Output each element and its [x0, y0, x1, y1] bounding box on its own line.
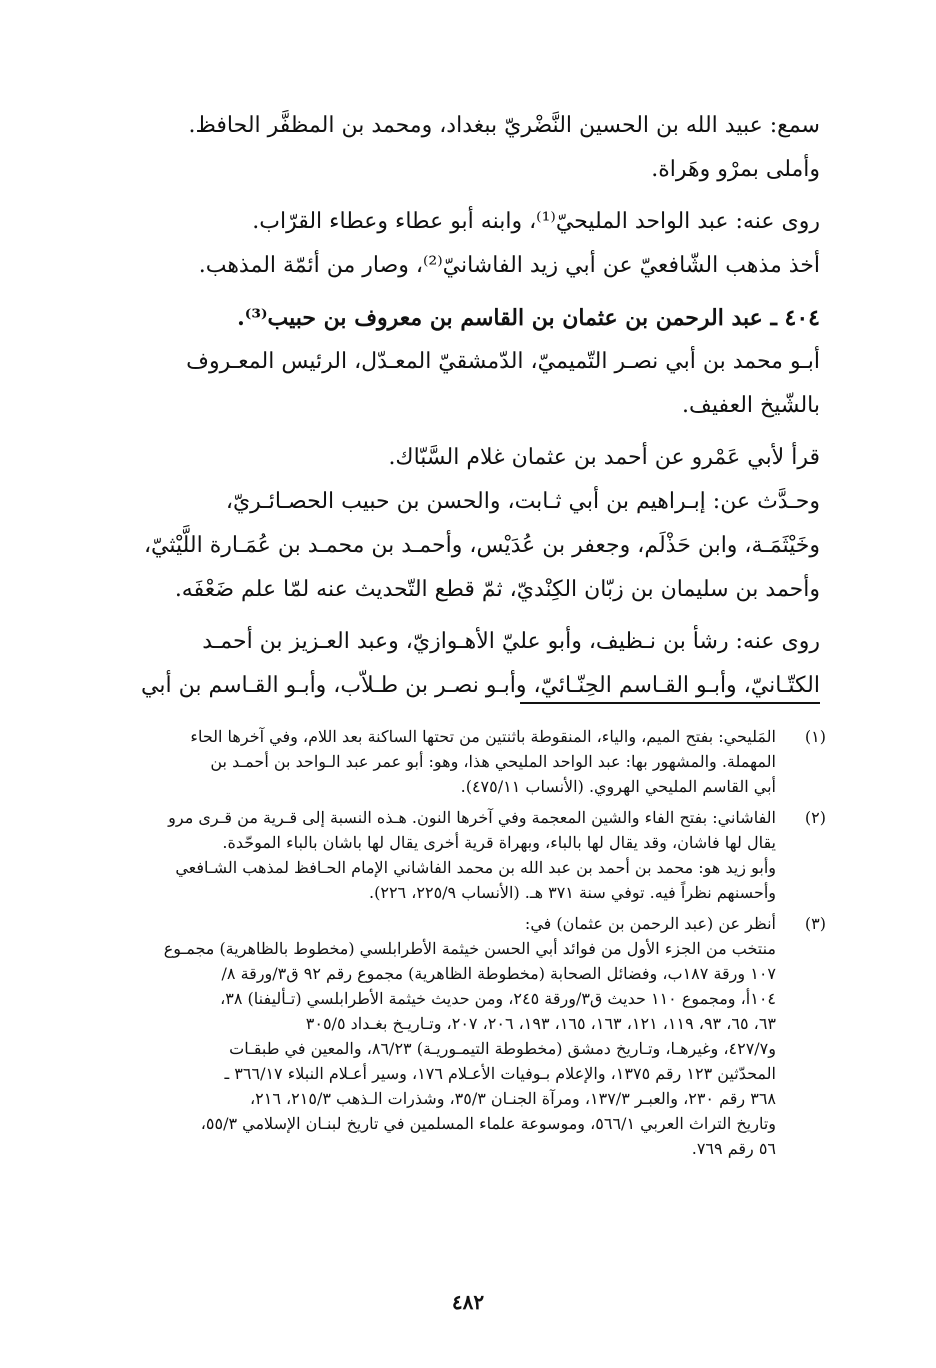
- footnote-line: وأحسنهم نظراً فيه. توفي سنة ٣٧١ هـ. (الأنساب ٢٢٥/٩، ٢٢٦).: [369, 883, 776, 902]
- footnote-number: (٢): [804, 808, 826, 827]
- text-line: بالشّيخ العفيف.: [682, 393, 820, 418]
- paragraph-heard-from: [96, 104, 820, 192]
- footnote-line: المهملة. والمشهور بها: عبد الواحد المليحي هذا، وهو: أبو عمر عبد الـواحد بن أحمـد بن: [210, 752, 776, 771]
- entry-title: ٤٠٤ ـ عبد الرحمن بن عثمان بن القاسم بن معروف بن حبيب⁽³⁾.: [237, 305, 820, 331]
- biography-entry-404: [96, 296, 820, 428]
- footnote-line: أبي القاسم المليحي الهروي. (الأنساب ٤٧٥/١١).: [460, 777, 776, 796]
- footnote-line: وتاريخ التراث العربي ٥٦٦/١، وموسوعة علماء المسلمين في تاريخ لبنـان الإسلامي ٥٥/٣،: [200, 1114, 776, 1133]
- text-line: الكتّـانيّ، وأبـو القـاسم الحِنّـائيّ، وأبـو نصـر بن طـلاّب، وأبـو القـاسم بن أبي: [141, 673, 820, 698]
- footnote-line: يقال لها فاشان، وقد يقال لها بالباء، وبهراة قرية أخرى يقال لها باشان بالباء الموحّدة.: [222, 833, 776, 852]
- text-line: أخذ مذهب الشّافعيّ عن أبي زيد الفاشانيّ⁽²⁾، وصار من أئمّة المذهب.: [198, 253, 820, 278]
- footnote-2: [96, 805, 826, 905]
- footnote-separator-rule: [520, 702, 820, 704]
- footnote-body: [96, 805, 776, 905]
- footnote-line: المَليحي: بفتح الميم، والياء، المنقوطة باثنتين من تحتها الساكنة بعد اللام، وفي آخرها الحاء: [190, 727, 776, 746]
- text-line: سمع: عبيد الله بن الحسين النَّضْريّ ببغداد، ومحمد بن المظفَّر الحافظ.: [188, 113, 820, 138]
- footnote-line: أنظر عن (عبد الرحمن بن عثمان) في:: [524, 914, 776, 933]
- text-line: وحـدَّث عن: إبـراهيم بن أبي ثـابت، والحسن بن حبيب الحصـائـريّ،: [225, 489, 820, 514]
- text-line: وأحمد بن سليمان بن زبّان الكِنْديّ، ثمّ قطع التّحديث عنه لمّا علم ضَعْفَه.: [174, 577, 820, 602]
- paragraph-narrators: [96, 620, 820, 708]
- text-line: روى عنه: عبد الواحد المليحيّ⁽¹⁾، وابنه أبو عطاء وعطاء القرّاب.: [252, 209, 820, 234]
- paragraph-narrated-by: [96, 200, 820, 288]
- footnote-line: ٦٣، ٦٥، ٩٣، ١١٩، ١٢١، ١٦٣، ١٦٥، ١٩٣، ٢٠٦، ٢٠٧، وتـاريـخ بغـداد ٣٠٥/٥: [305, 1014, 776, 1033]
- footnote-line: و٤٢٧/٧، وغيرهـا، وتـاريخ دمشق (مخطوطة التيمـوريـة) ٨٦/٢٣، والمعين في طبقـات: [229, 1039, 776, 1058]
- text-line: قرأ لأبي عَمْرو عن أحمد بن عثمان غلام السَّبّاك.: [388, 445, 820, 470]
- page-number: ٤٨٢: [451, 1290, 485, 1314]
- footnote-number: (١): [804, 727, 826, 746]
- text-line: أبـو محمد بن أبي نصـر التّميميّ، الدّمشقيّ المعـدّل، الرئيس المعـروف: [186, 349, 820, 374]
- footnote-line: ١٠٤أ، ومجموع ١١٠ حديث ق٣/ورقة ٢٤٥، ومن حديث خيثمة الأطرابلسي (تـأليفنا) ٣٨،: [220, 989, 776, 1008]
- text-line: روى عنه: رشأ بن نـظيف، وأبو عليّ الأهـوازيّ، وعبد العـزيز بن أحمـد: [202, 629, 820, 654]
- footnote-1: [96, 724, 826, 799]
- footnote-line: الفاشاني: بفتح الفاء والشين المعجمة وفي آخرها النون. هـذه النسبة إلى قـرية من قـرى مرو: [168, 808, 776, 827]
- footnote-line: المحدّثين ١٢٣ رقم ١٣٧٥، والإعلام بـوفيات الأعـلام ١٧٦، وسير أعـلام النبلاء ٣٦٦/١٧ ـ: [224, 1064, 776, 1083]
- footnote-body: [96, 911, 776, 1161]
- text-line: وخَيْثَمَـة، وابن حَذْلَم، وجعفر بن عُدَيْس، وأحمـد بن محمـد بن عُمَـارة اللَّيْثيّ،: [143, 533, 820, 558]
- text-line: وأملى بمرْو وهَراة.: [651, 157, 820, 182]
- footnote-number: (٣): [804, 914, 826, 933]
- footnote-line: منتخب من الجزء الأول من فوائد أبي الحسن خيثمة الأطرابلسي (مخطوط بالظاهرية) مجمـوع: [163, 939, 776, 958]
- footnote-line: ١٠٧ ورقة ١٨٧ب، وفضائل الصحابة (مخطوطة الظاهرية) مجموع رقم ٩٢ ق٣/ورقة ٨/: [221, 964, 776, 983]
- footnote-body: [96, 724, 776, 799]
- main-text: [96, 104, 820, 716]
- footnotes: [96, 724, 826, 1167]
- paragraph-studied-and-narrated: [96, 436, 820, 612]
- footnote-3: [96, 911, 826, 1161]
- footnote-line: ٥٦ رقم ٧٦٩.: [691, 1139, 776, 1158]
- footnote-line: ٣٦٨ رقم ٢٣٠، والعبـر ١٣٧/٣، ومرآة الجنـان ٣٥/٣، وشذرات الـذهب ٢١٥/٣، ٢١٦،: [249, 1089, 776, 1108]
- footnote-line: وأبو زيد هو: محمد بن أحمد بن عبد الله بن محمد الفاشاني الإمام الحـافظ لمذهب الشـافعي: [175, 858, 776, 877]
